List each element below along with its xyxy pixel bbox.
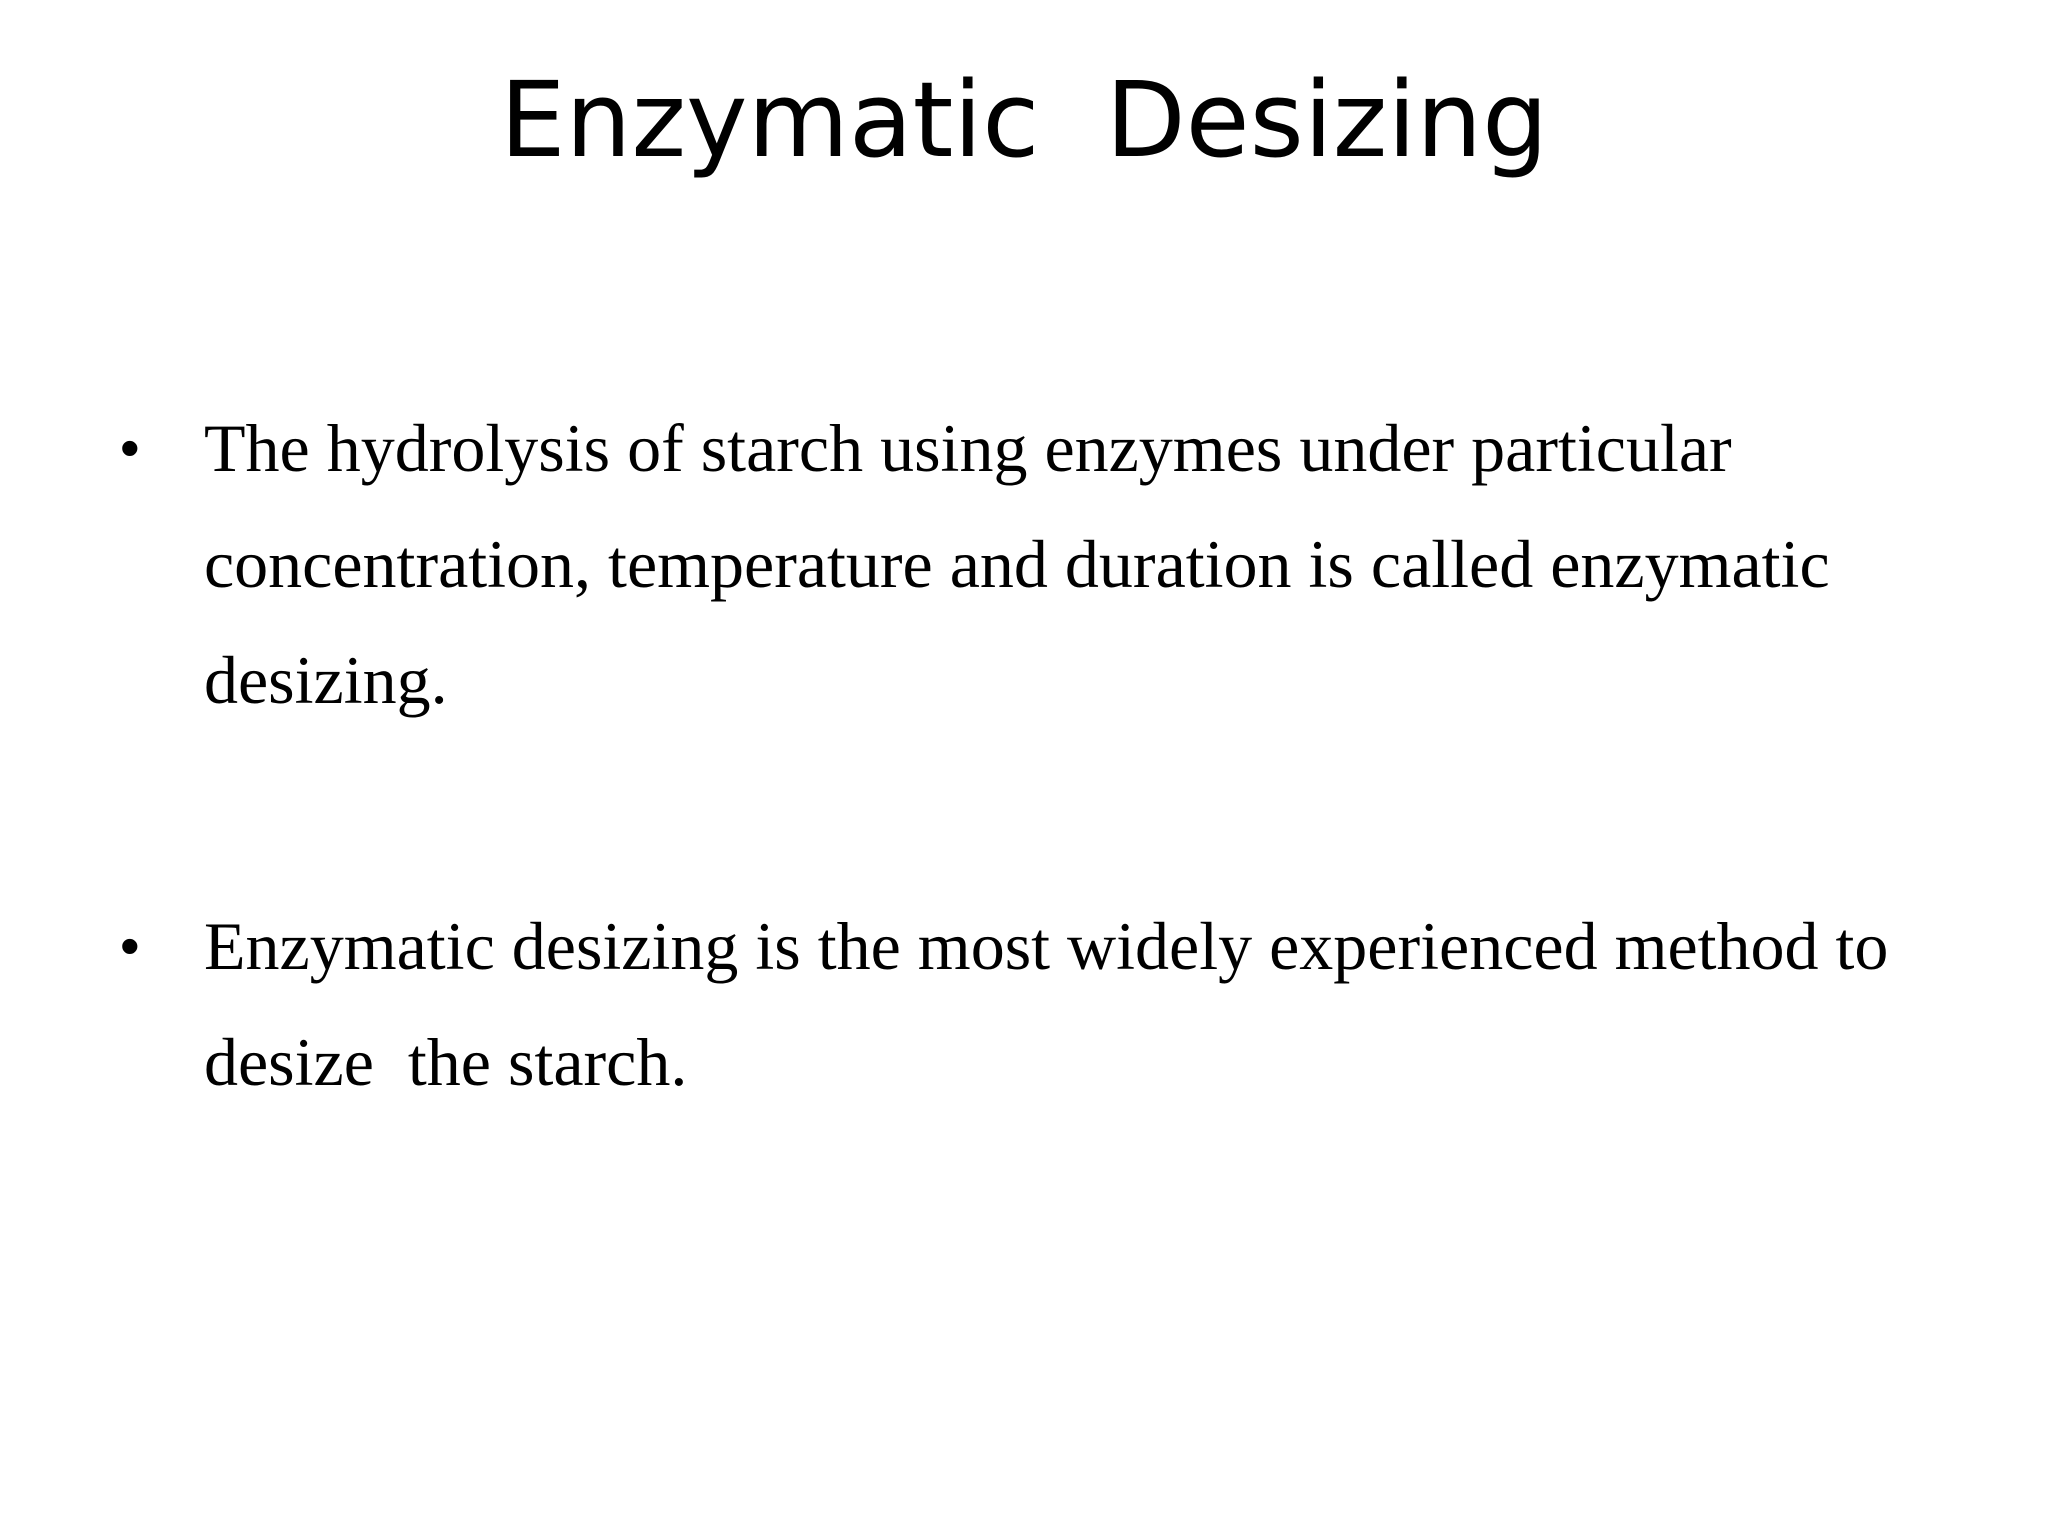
bullet-text-widely-experienced: Enzymatic desizing is the most widely experienced method to desize the starch. — [204, 908, 1906, 1100]
bullet-icon: • — [120, 416, 140, 479]
bullet-item-widely-experienced — [120, 888, 1940, 1120]
bullet-text-hydrolysis: The hydrolysis of starch using enzymes under particular concentration, temperature and duration is called enzymatic desizing. — [204, 410, 1847, 718]
bullet-list — [120, 390, 1940, 1120]
slide-title: Enzymatic Desizing — [499, 59, 1549, 181]
bullet-item-hydrolysis — [120, 390, 1940, 738]
bullet-icon: • — [120, 914, 140, 977]
